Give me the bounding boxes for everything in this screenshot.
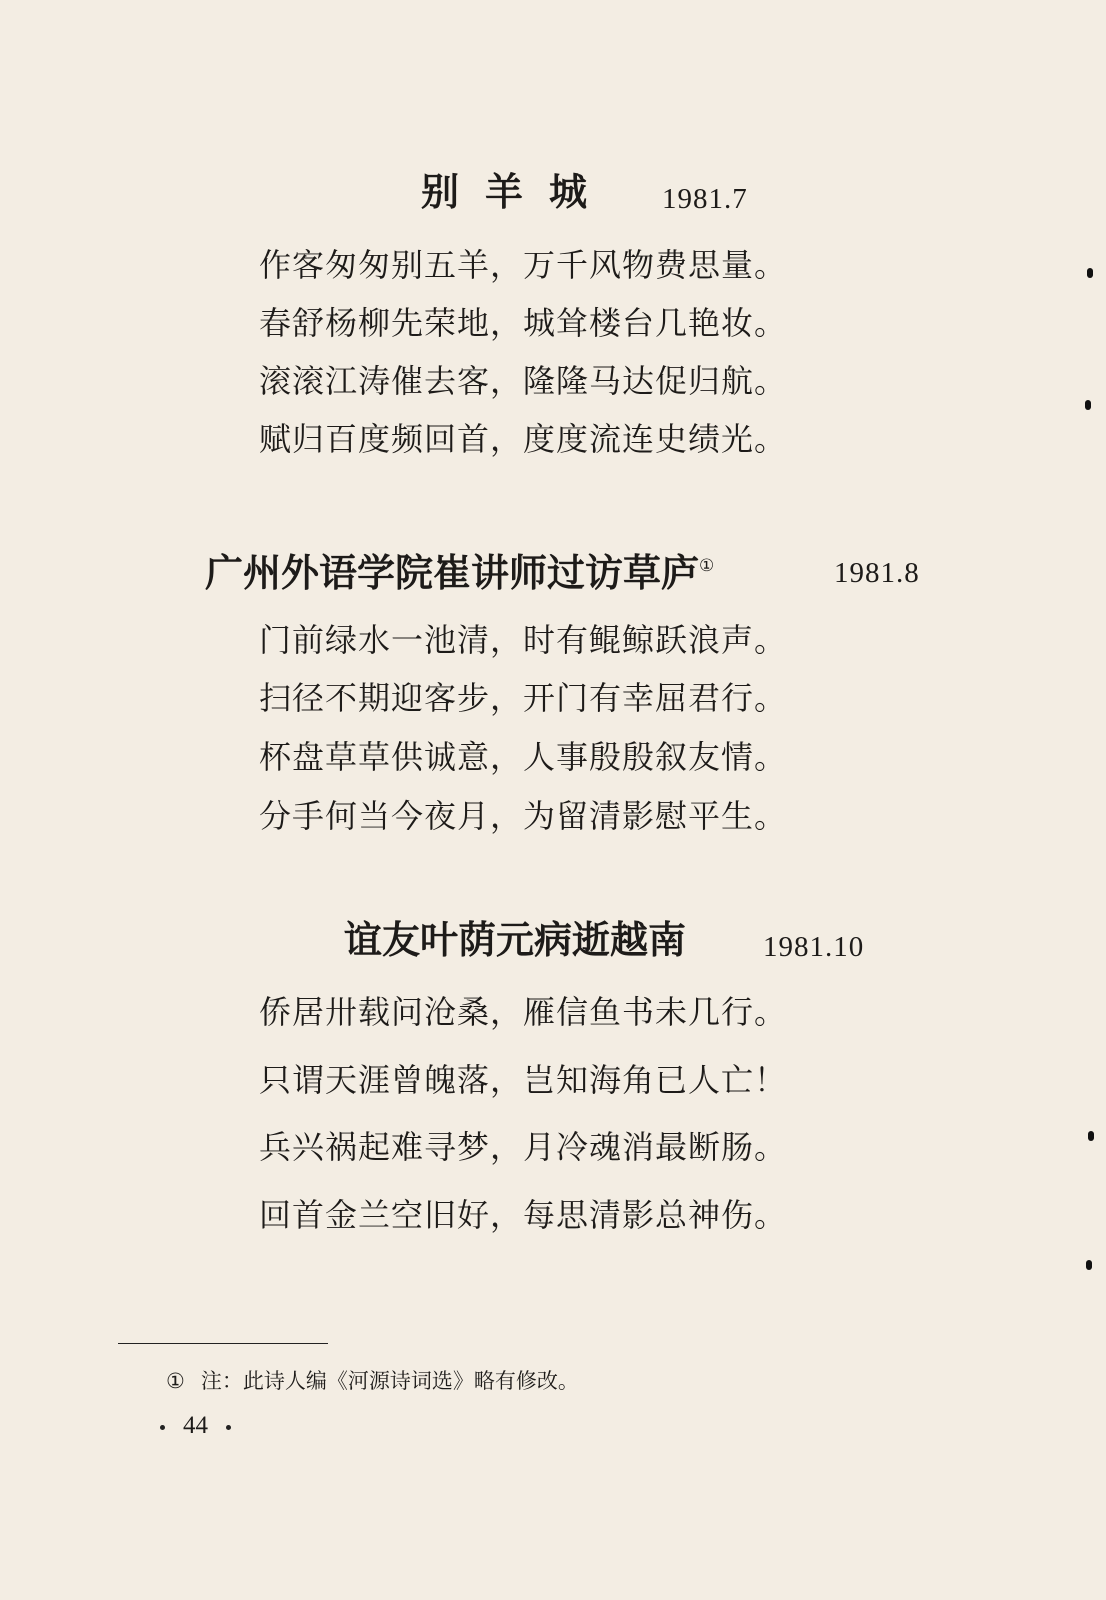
poem-3-line-3: 兵兴祸起难寻梦，月冷魂消最断肠。: [259, 1128, 788, 1166]
poem-title-2-footnote-marker: ①: [699, 556, 715, 576]
footnote: [166, 1367, 579, 1395]
binding-hole-mark: [1087, 268, 1093, 278]
poem-1-line-2: 春舒杨柳先荣地，城耸楼台几艳妆。: [259, 304, 788, 342]
poem-1-line-1: 作客匆匆别五羊，万千风物费思量。: [259, 246, 788, 284]
poem-1-line-4: 赋归百度频回首，度度流连史绩光。: [259, 420, 788, 458]
page-number-dot-left: [160, 1425, 165, 1430]
poem-title-3: 谊友叶荫元病逝越南: [344, 918, 687, 962]
poem-2-line-3: 杯盘草草供诚意，人事殷殷叙友情。: [259, 738, 788, 776]
footnote-marker: ①: [166, 1369, 185, 1393]
page-number-value: 44: [183, 1412, 208, 1439]
poem-2-line-4: 分手何当今夜月，为留清影慰平生。: [259, 797, 788, 835]
footnote-text: 注：此诗人编《河源诗词选》略有修改。: [200, 1369, 579, 1393]
poem-3-line-1: 侨居卅载问沧桑，雁信鱼书未几行。: [259, 993, 788, 1031]
poem-2-line-1: 门前绿水一池清，时有鲲鲸跃浪声。: [259, 621, 788, 659]
poem-title-1: 别羊城: [421, 170, 614, 214]
poem-date-1: 1981.7: [662, 183, 748, 215]
page-number: [160, 1411, 249, 1441]
poem-date-2: 1981.8: [834, 557, 920, 589]
footnote-divider: [118, 1343, 328, 1344]
poem-1-line-3: 滚滚江涛催去客，隆隆马达促归航。: [259, 362, 788, 400]
poem-date-3: 1981.10: [763, 931, 865, 963]
poem-2-line-2: 扫径不期迎客步，开门有幸屈君行。: [259, 679, 788, 717]
binding-hole-mark: [1088, 1131, 1094, 1141]
poem-3-line-2: 只谓天涯曾魄落，岂知海角已人亡！: [259, 1061, 788, 1099]
page-number-dot-right: [226, 1425, 231, 1430]
poem-title-2: [205, 544, 714, 595]
binding-hole-mark: [1086, 1260, 1092, 1270]
poem-title-2-text: 广州外语学院崔讲师过访草庐: [205, 551, 700, 595]
binding-hole-mark: [1085, 400, 1091, 410]
poem-3-line-4: 回首金兰空旧好，每思清影总神伤。: [259, 1196, 788, 1234]
